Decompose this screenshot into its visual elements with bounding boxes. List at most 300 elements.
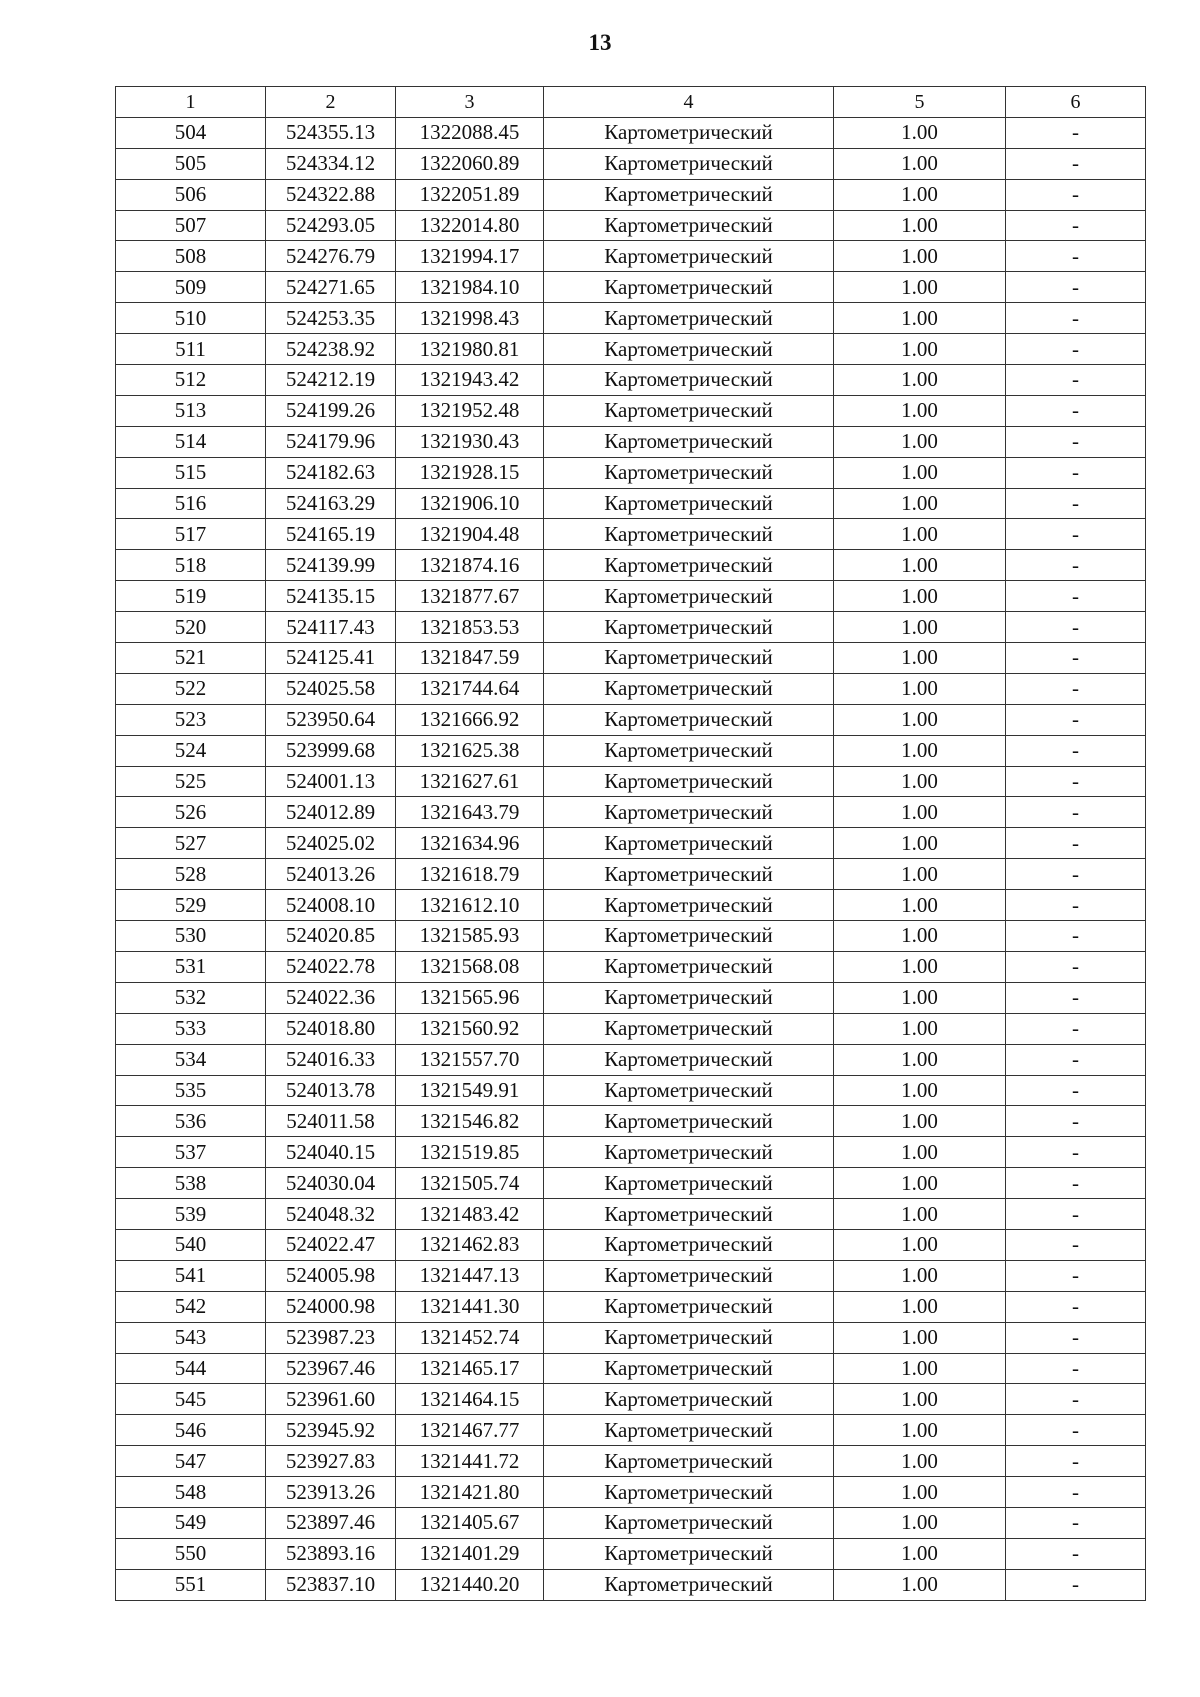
x-coordinate-cell: 523987.23 [266, 1322, 396, 1353]
table-row [116, 117, 1146, 148]
description-cell: - [1006, 951, 1146, 982]
method-cell: Картометрический [544, 457, 834, 488]
method-cell: Картометрический [544, 148, 834, 179]
table-row [116, 1137, 1146, 1168]
method-cell: Картометрический [544, 272, 834, 303]
y-coordinate-cell: 1321618.79 [396, 859, 544, 890]
y-coordinate-cell: 1321483.42 [396, 1199, 544, 1230]
accuracy-cell: 1.00 [834, 1199, 1006, 1230]
x-coordinate-cell: 524117.43 [266, 612, 396, 643]
table-row [116, 148, 1146, 179]
description-cell: - [1006, 1137, 1146, 1168]
table-row [116, 1291, 1146, 1322]
x-coordinate-cell: 523897.46 [266, 1507, 396, 1538]
method-cell: Картометрический [544, 179, 834, 210]
y-coordinate-cell: 1321877.67 [396, 581, 544, 612]
method-cell: Картометрический [544, 890, 834, 921]
table-row [116, 334, 1146, 365]
method-cell: Картометрический [544, 859, 834, 890]
accuracy-cell: 1.00 [834, 457, 1006, 488]
description-cell: - [1006, 797, 1146, 828]
description-cell: - [1006, 1322, 1146, 1353]
point-number-cell: 518 [116, 550, 266, 581]
x-coordinate-cell: 524020.85 [266, 921, 396, 952]
table-row [116, 365, 1146, 396]
y-coordinate-cell: 1321519.85 [396, 1137, 544, 1168]
description-cell: - [1006, 210, 1146, 241]
method-cell: Картометрический [544, 365, 834, 396]
y-coordinate-cell: 1321612.10 [396, 890, 544, 921]
table-row [116, 550, 1146, 581]
method-cell: Картометрический [544, 1044, 834, 1075]
x-coordinate-cell: 523913.26 [266, 1477, 396, 1508]
table-row [116, 210, 1146, 241]
method-cell: Картометрический [544, 395, 834, 426]
y-coordinate-cell: 1321467.77 [396, 1415, 544, 1446]
y-coordinate-cell: 1321505.74 [396, 1168, 544, 1199]
description-cell: - [1006, 550, 1146, 581]
description-cell: - [1006, 921, 1146, 952]
accuracy-cell: 1.00 [834, 1415, 1006, 1446]
accuracy-cell: 1.00 [834, 859, 1006, 890]
table-row [116, 890, 1146, 921]
y-coordinate-cell: 1321928.15 [396, 457, 544, 488]
table-row [116, 1322, 1146, 1353]
x-coordinate-cell: 524276.79 [266, 241, 396, 272]
table-row [116, 1106, 1146, 1137]
y-coordinate-cell: 1321943.42 [396, 365, 544, 396]
point-number-cell: 544 [116, 1353, 266, 1384]
table-body [116, 117, 1146, 1600]
description-cell: - [1006, 1353, 1146, 1384]
accuracy-cell: 1.00 [834, 1477, 1006, 1508]
x-coordinate-cell: 524040.15 [266, 1137, 396, 1168]
method-cell: Картометрический [544, 117, 834, 148]
y-coordinate-cell: 1321994.17 [396, 241, 544, 272]
table-row [116, 488, 1146, 519]
accuracy-cell: 1.00 [834, 179, 1006, 210]
method-cell: Картометрический [544, 1013, 834, 1044]
description-cell: - [1006, 1446, 1146, 1477]
accuracy-cell: 1.00 [834, 334, 1006, 365]
point-number-cell: 524 [116, 735, 266, 766]
x-coordinate-cell: 524238.92 [266, 334, 396, 365]
point-number-cell: 513 [116, 395, 266, 426]
point-number-cell: 528 [116, 859, 266, 890]
method-cell: Картометрический [544, 1477, 834, 1508]
point-number-cell: 514 [116, 426, 266, 457]
accuracy-cell: 1.00 [834, 1168, 1006, 1199]
method-cell: Картометрический [544, 488, 834, 519]
point-number-cell: 551 [116, 1569, 266, 1600]
x-coordinate-cell: 524025.58 [266, 673, 396, 704]
y-coordinate-cell: 1321847.59 [396, 643, 544, 674]
point-number-cell: 537 [116, 1137, 266, 1168]
x-coordinate-cell: 524025.02 [266, 828, 396, 859]
table-row [116, 612, 1146, 643]
x-coordinate-cell: 524212.19 [266, 365, 396, 396]
x-coordinate-cell: 524030.04 [266, 1168, 396, 1199]
accuracy-cell: 1.00 [834, 766, 1006, 797]
point-number-cell: 539 [116, 1199, 266, 1230]
accuracy-cell: 1.00 [834, 890, 1006, 921]
y-coordinate-cell: 1321462.83 [396, 1229, 544, 1260]
x-coordinate-cell: 524139.99 [266, 550, 396, 581]
description-cell: - [1006, 982, 1146, 1013]
description-cell: - [1006, 488, 1146, 519]
method-cell: Картометрический [544, 1569, 834, 1600]
table-row [116, 1477, 1146, 1508]
x-coordinate-cell: 524018.80 [266, 1013, 396, 1044]
method-cell: Картометрический [544, 735, 834, 766]
description-cell: - [1006, 1229, 1146, 1260]
point-number-cell: 526 [116, 797, 266, 828]
y-coordinate-cell: 1321874.16 [396, 550, 544, 581]
y-coordinate-cell: 1322014.80 [396, 210, 544, 241]
method-cell: Картометрический [544, 1168, 834, 1199]
point-number-cell: 535 [116, 1075, 266, 1106]
table-row [116, 1507, 1146, 1538]
accuracy-cell: 1.00 [834, 704, 1006, 735]
description-cell: - [1006, 1538, 1146, 1569]
description-cell: - [1006, 1569, 1146, 1600]
method-cell: Картометрический [544, 1260, 834, 1291]
method-cell: Картометрический [544, 241, 834, 272]
x-coordinate-cell: 523967.46 [266, 1353, 396, 1384]
table-row [116, 241, 1146, 272]
accuracy-cell: 1.00 [834, 797, 1006, 828]
accuracy-cell: 1.00 [834, 395, 1006, 426]
table-row [116, 766, 1146, 797]
table-row [116, 303, 1146, 334]
method-cell: Картометрический [544, 1106, 834, 1137]
y-coordinate-cell: 1321441.30 [396, 1291, 544, 1322]
table-row [116, 673, 1146, 704]
y-coordinate-cell: 1321625.38 [396, 735, 544, 766]
method-cell: Картометрический [544, 828, 834, 859]
accuracy-cell: 1.00 [834, 1538, 1006, 1569]
description-cell: - [1006, 426, 1146, 457]
point-number-cell: 520 [116, 612, 266, 643]
description-cell: - [1006, 581, 1146, 612]
description-cell: - [1006, 365, 1146, 396]
point-number-cell: 506 [116, 179, 266, 210]
y-coordinate-cell: 1321447.13 [396, 1260, 544, 1291]
accuracy-cell: 1.00 [834, 117, 1006, 148]
table-row [116, 1569, 1146, 1600]
description-cell: - [1006, 1199, 1146, 1230]
point-number-cell: 511 [116, 334, 266, 365]
x-coordinate-cell: 524179.96 [266, 426, 396, 457]
point-number-cell: 536 [116, 1106, 266, 1137]
y-coordinate-cell: 1321643.79 [396, 797, 544, 828]
table-row [116, 1168, 1146, 1199]
method-cell: Картометрический [544, 1199, 834, 1230]
method-cell: Картометрический [544, 1137, 834, 1168]
x-coordinate-cell: 523961.60 [266, 1384, 396, 1415]
accuracy-cell: 1.00 [834, 519, 1006, 550]
accuracy-cell: 1.00 [834, 1260, 1006, 1291]
point-number-cell: 549 [116, 1507, 266, 1538]
description-cell: - [1006, 1415, 1146, 1446]
table-row [116, 797, 1146, 828]
page-number: 13 [588, 30, 612, 55]
description-cell: - [1006, 117, 1146, 148]
y-coordinate-cell: 1321930.43 [396, 426, 544, 457]
accuracy-cell: 1.00 [834, 241, 1006, 272]
y-coordinate-cell: 1321998.43 [396, 303, 544, 334]
accuracy-cell: 1.00 [834, 1291, 1006, 1322]
point-number-cell: 534 [116, 1044, 266, 1075]
x-coordinate-cell: 523837.10 [266, 1569, 396, 1600]
point-number-cell: 540 [116, 1229, 266, 1260]
accuracy-cell: 1.00 [834, 612, 1006, 643]
table-row [116, 704, 1146, 735]
method-cell: Картометрический [544, 1322, 834, 1353]
accuracy-cell: 1.00 [834, 1137, 1006, 1168]
y-coordinate-cell: 1321405.67 [396, 1507, 544, 1538]
x-coordinate-cell: 524000.98 [266, 1291, 396, 1322]
x-coordinate-cell: 524125.41 [266, 643, 396, 674]
y-coordinate-cell: 1321421.80 [396, 1477, 544, 1508]
point-number-cell: 510 [116, 303, 266, 334]
accuracy-cell: 1.00 [834, 1569, 1006, 1600]
x-coordinate-cell: 524013.26 [266, 859, 396, 890]
description-cell: - [1006, 1384, 1146, 1415]
point-number-cell: 531 [116, 951, 266, 982]
point-number-cell: 507 [116, 210, 266, 241]
description-cell: - [1006, 643, 1146, 674]
y-coordinate-cell: 1322088.45 [396, 117, 544, 148]
method-cell: Картометрический [544, 673, 834, 704]
accuracy-cell: 1.00 [834, 643, 1006, 674]
table-row [116, 859, 1146, 890]
column-header: 4 [544, 87, 834, 118]
y-coordinate-cell: 1321546.82 [396, 1106, 544, 1137]
description-cell: - [1006, 828, 1146, 859]
y-coordinate-cell: 1321401.29 [396, 1538, 544, 1569]
accuracy-cell: 1.00 [834, 1507, 1006, 1538]
y-coordinate-cell: 1321906.10 [396, 488, 544, 519]
point-number-cell: 546 [116, 1415, 266, 1446]
method-cell: Картометрический [544, 581, 834, 612]
accuracy-cell: 1.00 [834, 303, 1006, 334]
point-number-cell: 530 [116, 921, 266, 952]
y-coordinate-cell: 1321568.08 [396, 951, 544, 982]
y-coordinate-cell: 1321634.96 [396, 828, 544, 859]
table-row [116, 951, 1146, 982]
x-coordinate-cell: 524001.13 [266, 766, 396, 797]
method-cell: Картометрический [544, 766, 834, 797]
table-row [116, 982, 1146, 1013]
accuracy-cell: 1.00 [834, 982, 1006, 1013]
x-coordinate-cell: 524199.26 [266, 395, 396, 426]
y-coordinate-cell: 1321560.92 [396, 1013, 544, 1044]
x-coordinate-cell: 524016.33 [266, 1044, 396, 1075]
method-cell: Картометрический [544, 797, 834, 828]
x-coordinate-cell: 524005.98 [266, 1260, 396, 1291]
accuracy-cell: 1.00 [834, 550, 1006, 581]
y-coordinate-cell: 1321585.93 [396, 921, 544, 952]
accuracy-cell: 1.00 [834, 1044, 1006, 1075]
table-row [116, 1538, 1146, 1569]
accuracy-cell: 1.00 [834, 1106, 1006, 1137]
y-coordinate-cell: 1321440.20 [396, 1569, 544, 1600]
table-row [116, 395, 1146, 426]
point-number-cell: 548 [116, 1477, 266, 1508]
description-cell: - [1006, 179, 1146, 210]
method-cell: Картометрический [544, 550, 834, 581]
table-row [116, 1013, 1146, 1044]
description-cell: - [1006, 519, 1146, 550]
point-number-cell: 509 [116, 272, 266, 303]
description-cell: - [1006, 148, 1146, 179]
accuracy-cell: 1.00 [834, 951, 1006, 982]
x-coordinate-cell: 523950.64 [266, 704, 396, 735]
description-cell: - [1006, 272, 1146, 303]
point-number-cell: 525 [116, 766, 266, 797]
table-row [116, 457, 1146, 488]
column-header: 6 [1006, 87, 1146, 118]
point-number-cell: 512 [116, 365, 266, 396]
method-cell: Картометрический [544, 704, 834, 735]
accuracy-cell: 1.00 [834, 148, 1006, 179]
method-cell: Картометрический [544, 1291, 834, 1322]
description-cell: - [1006, 241, 1146, 272]
x-coordinate-cell: 524048.32 [266, 1199, 396, 1230]
description-cell: - [1006, 735, 1146, 766]
table-row [116, 1415, 1146, 1446]
accuracy-cell: 1.00 [834, 828, 1006, 859]
y-coordinate-cell: 1321452.74 [396, 1322, 544, 1353]
y-coordinate-cell: 1322060.89 [396, 148, 544, 179]
description-cell: - [1006, 766, 1146, 797]
method-cell: Картометрический [544, 1353, 834, 1384]
coordinates-table [115, 86, 1146, 1601]
point-number-cell: 519 [116, 581, 266, 612]
point-number-cell: 523 [116, 704, 266, 735]
table-row [116, 1044, 1146, 1075]
description-cell: - [1006, 303, 1146, 334]
table-row [116, 179, 1146, 210]
column-header: 5 [834, 87, 1006, 118]
table-row [116, 921, 1146, 952]
table-row [116, 643, 1146, 674]
point-number-cell: 529 [116, 890, 266, 921]
accuracy-cell: 1.00 [834, 1446, 1006, 1477]
x-coordinate-cell: 524293.05 [266, 210, 396, 241]
y-coordinate-cell: 1321904.48 [396, 519, 544, 550]
description-cell: - [1006, 1013, 1146, 1044]
table-header-row [116, 87, 1146, 118]
x-coordinate-cell: 523999.68 [266, 735, 396, 766]
x-coordinate-cell: 524008.10 [266, 890, 396, 921]
description-cell: - [1006, 859, 1146, 890]
y-coordinate-cell: 1321549.91 [396, 1075, 544, 1106]
point-number-cell: 538 [116, 1168, 266, 1199]
x-coordinate-cell: 524135.15 [266, 581, 396, 612]
y-coordinate-cell: 1322051.89 [396, 179, 544, 210]
table-row [116, 1260, 1146, 1291]
method-cell: Картометрический [544, 1538, 834, 1569]
method-cell: Картометрический [544, 303, 834, 334]
table-row [116, 1199, 1146, 1230]
point-number-cell: 505 [116, 148, 266, 179]
description-cell: - [1006, 673, 1146, 704]
y-coordinate-cell: 1321952.48 [396, 395, 544, 426]
column-header: 1 [116, 87, 266, 118]
point-number-cell: 515 [116, 457, 266, 488]
x-coordinate-cell: 524022.78 [266, 951, 396, 982]
method-cell: Картометрический [544, 1415, 834, 1446]
description-cell: - [1006, 1260, 1146, 1291]
y-coordinate-cell: 1321464.15 [396, 1384, 544, 1415]
accuracy-cell: 1.00 [834, 210, 1006, 241]
description-cell: - [1006, 334, 1146, 365]
accuracy-cell: 1.00 [834, 735, 1006, 766]
x-coordinate-cell: 524334.12 [266, 148, 396, 179]
description-cell: - [1006, 1075, 1146, 1106]
column-header: 2 [266, 87, 396, 118]
point-number-cell: 527 [116, 828, 266, 859]
x-coordinate-cell: 523927.83 [266, 1446, 396, 1477]
method-cell: Картометрический [544, 1446, 834, 1477]
description-cell: - [1006, 1044, 1146, 1075]
description-cell: - [1006, 395, 1146, 426]
description-cell: - [1006, 1291, 1146, 1322]
description-cell: - [1006, 1168, 1146, 1199]
point-number-cell: 521 [116, 643, 266, 674]
y-coordinate-cell: 1321744.64 [396, 673, 544, 704]
table-row [116, 1353, 1146, 1384]
accuracy-cell: 1.00 [834, 365, 1006, 396]
point-number-cell: 541 [116, 1260, 266, 1291]
x-coordinate-cell: 524163.29 [266, 488, 396, 519]
table-row [116, 735, 1146, 766]
point-number-cell: 532 [116, 982, 266, 1013]
description-cell: - [1006, 457, 1146, 488]
table-row [116, 272, 1146, 303]
method-cell: Картометрический [544, 426, 834, 457]
method-cell: Картометрический [544, 1075, 834, 1106]
x-coordinate-cell: 524013.78 [266, 1075, 396, 1106]
x-coordinate-cell: 524012.89 [266, 797, 396, 828]
description-cell: - [1006, 1477, 1146, 1508]
accuracy-cell: 1.00 [834, 488, 1006, 519]
x-coordinate-cell: 524182.63 [266, 457, 396, 488]
description-cell: - [1006, 890, 1146, 921]
column-header: 3 [396, 87, 544, 118]
x-coordinate-cell: 524022.47 [266, 1229, 396, 1260]
accuracy-cell: 1.00 [834, 1075, 1006, 1106]
point-number-cell: 533 [116, 1013, 266, 1044]
method-cell: Картометрический [544, 982, 834, 1013]
y-coordinate-cell: 1321565.96 [396, 982, 544, 1013]
table-row [116, 1075, 1146, 1106]
method-cell: Картометрический [544, 643, 834, 674]
point-number-cell: 550 [116, 1538, 266, 1569]
table-row [116, 1446, 1146, 1477]
table-row [116, 1384, 1146, 1415]
method-cell: Картометрический [544, 951, 834, 982]
description-cell: - [1006, 1106, 1146, 1137]
y-coordinate-cell: 1321980.81 [396, 334, 544, 365]
x-coordinate-cell: 524011.58 [266, 1106, 396, 1137]
point-number-cell: 542 [116, 1291, 266, 1322]
table-row [116, 828, 1146, 859]
accuracy-cell: 1.00 [834, 673, 1006, 704]
x-coordinate-cell: 524253.35 [266, 303, 396, 334]
